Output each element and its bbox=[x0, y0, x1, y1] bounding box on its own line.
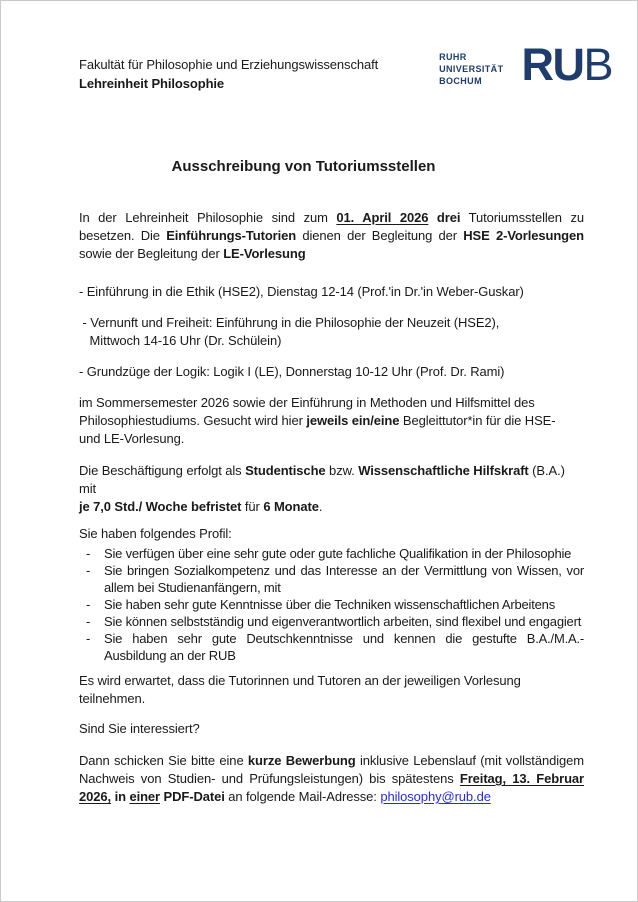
rub-letter-light: B bbox=[583, 39, 612, 90]
profile-item-text: Sie verfügen über eine sehr gute oder gute fachliche Qualifikation in der Philosophie bbox=[104, 546, 572, 561]
profile-item bbox=[79, 630, 584, 664]
profile-item bbox=[79, 545, 584, 562]
bullet-marker: - bbox=[86, 597, 91, 612]
email-link[interactable]: philosophy@rub.de bbox=[380, 789, 491, 804]
course-item-logik: - Grundzüge der Logik: Logik I (LE), Donnerstag 10-12 Uhr (Prof. Dr. Rami) bbox=[79, 364, 505, 379]
profile-list bbox=[79, 545, 584, 664]
bullet-marker: - bbox=[86, 563, 91, 578]
expectation-paragraph: Es wird erwartet, dass die Tutorinnen und Tutoren an der jeweiligen Vorlesung teilnehmen. bbox=[79, 673, 521, 706]
faculty-name: Fakultät für Philosophie und Erziehungswissenschaft bbox=[79, 57, 379, 72]
letterhead bbox=[79, 39, 612, 93]
semester-note-paragraph: im Sommersemester 2026 sowie der Einführung in Methoden und Hilfsmittel des Philosophiestudiums. Gesucht wird hier jeweils ein/eine Begleittutor*in für die HSE- und LE-Vorlesung. bbox=[79, 395, 556, 446]
rub-logo bbox=[439, 39, 612, 90]
profile-item bbox=[79, 596, 584, 613]
profile-item-text: Sie können selbstständig und eigenverantwortlich arbeiten, sind flexibel und engagiert bbox=[104, 614, 582, 629]
profile-item-text: Sie haben sehr gute Deutschkenntnisse und kennen die gestufte B.A./M.A.-Ausbildung an der RUB bbox=[104, 631, 584, 663]
document-title: Ausschreibung von Tutoriumsstellen bbox=[171, 158, 436, 175]
bullet-marker: - bbox=[86, 631, 91, 646]
course-list bbox=[79, 283, 584, 381]
profile-item bbox=[79, 562, 584, 596]
employment-paragraph: Die Beschäftigung erfolgt als Studentische bzw. Wissenschaftliche Hilfskraft (B.A.) mit je 7,0 Std./ Woche befristet für 6 Monate. bbox=[79, 463, 565, 514]
wordmark-line-2: UNIVERSITÄT bbox=[439, 64, 504, 74]
course-item-neuzeit: - Vernunft und Freiheit: Einführung in die Philosophie der Neuzeit (HSE2), Mittwoch 14-16 Uhr (Dr. Schülein) bbox=[79, 315, 500, 348]
rub-letters-bold: RU bbox=[521, 39, 584, 90]
interest-question: Sind Sie interessiert? bbox=[79, 721, 200, 736]
rub-wordmark bbox=[439, 46, 503, 87]
bullet-marker: - bbox=[86, 614, 91, 629]
intro-paragraph: In der Lehreinheit Philosophie sind zum 01. April 2026 drei Tutoriumsstellen zu besetzen. Die Einführungs-Tutorien dienen der Begleitung der HSE 2-Vorlesungen sowie der Begleitung der LE-Vorlesung bbox=[79, 210, 584, 261]
course-item-ethik: - Einführung in die Ethik (HSE2), Dienstag 12-14 (Prof.'in Dr.'in Weber-Guskar) bbox=[79, 284, 524, 299]
profile-item-text: Sie bringen Sozialkompetenz und das Interesse an der Vermittlung von Wissen, vor allem bei Studienanfängern, mit bbox=[104, 563, 584, 595]
profile-heading: Sie haben folgendes Profil: bbox=[79, 526, 232, 541]
profile-item-text: Sie haben sehr gute Kenntnisse über die Techniken wissenschaftlichen Arbeitens bbox=[104, 597, 556, 612]
bullet-marker: - bbox=[86, 546, 91, 561]
profile-item bbox=[79, 613, 584, 630]
rub-lettermark bbox=[521, 39, 612, 90]
wordmark-line-3: BOCHUM bbox=[439, 76, 482, 86]
closing-paragraph: Dann schicken Sie bitte eine kurze Bewerbung inklusive Lebenslauf (mit vollständigem Nachweis von Studien- und Prüfungsleistungen) bis spätestens Freitag, 13. Februar 2026, in einer PDF-Datei an folgende Mail-Adresse: philosophy@rub.de bbox=[79, 753, 584, 804]
wordmark-line-1: RUHR bbox=[439, 52, 467, 62]
unit-name: Lehreinheit Philosophie bbox=[79, 76, 225, 91]
sender-block bbox=[79, 46, 378, 93]
